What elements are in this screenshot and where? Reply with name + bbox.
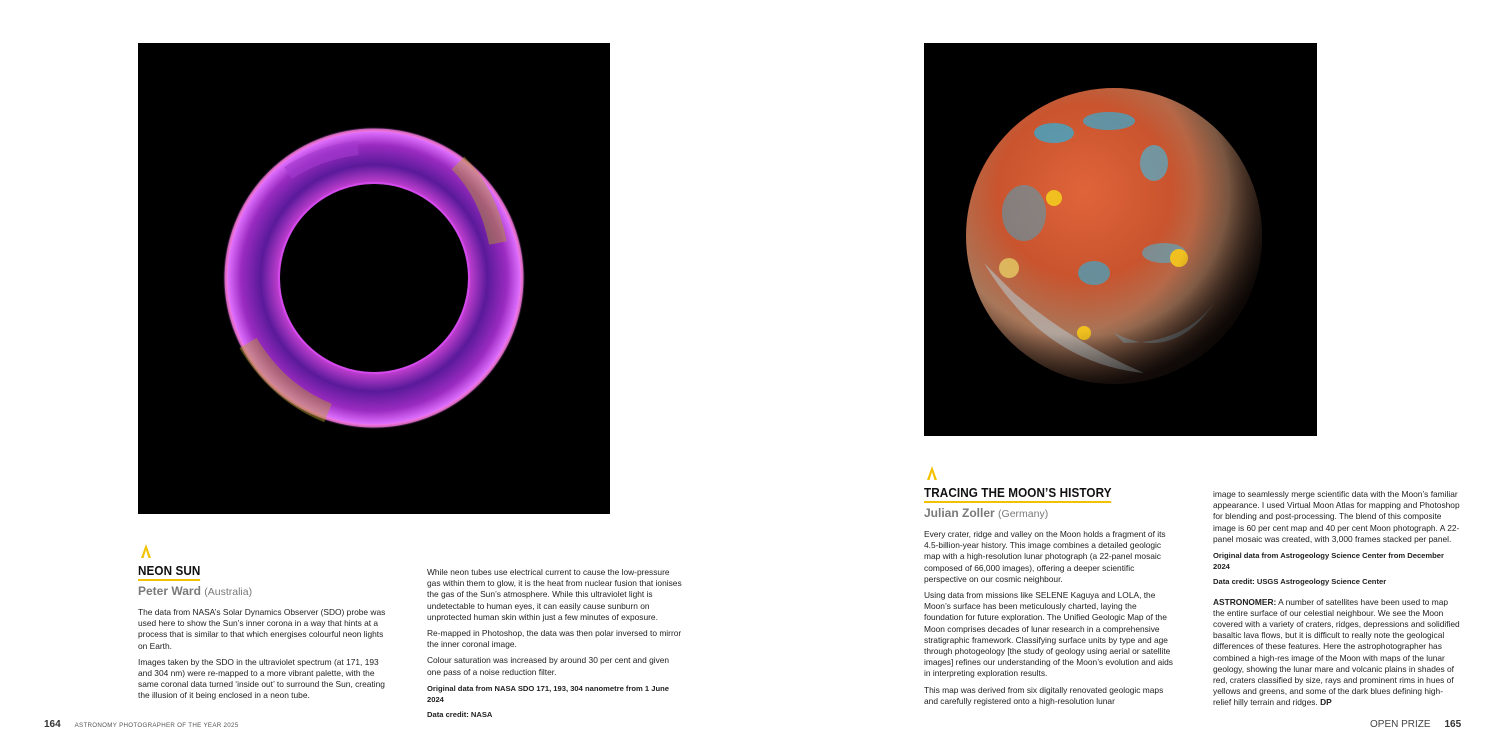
astronomer-initials: DP [1320,697,1332,708]
award-logo-icon [140,544,152,558]
geologic-moon-image [924,43,1317,436]
paragraph: Every crater, ridge and valley on the Moon holds a fragment of its 4.5-billion-year history. This image combines a detailed geologic map with a high-resolution lunar photograph (a 22-panel mosaic composed of 66,000 images), offering a deeper scientific perspective on our cosmic neighbour. [924,529,1166,584]
right-page [750,0,1500,750]
award-logo-icon [926,466,938,480]
author-country: (Australia) [204,586,253,598]
paragraph: image to seamlessly merge scientific data with the Moon’s familiar appearance. I used Virtual Moon Atlas for mapping and Photoshop for blending and post-processing. The blend of this composite image is 60 per cent map and 40 per cent Moon photograph. A 22-panel mosaic was created, with 3,000 frames stacked per panel. [1213,489,1460,544]
page-number: 164 [44,719,61,730]
body-column-2 [1213,489,1461,714]
left-folio [44,719,239,730]
body-column-2 [427,567,682,724]
article-title: TRACING THE MOON’S HISTORY [924,485,1112,503]
paragraph: While neon tubes use electrical current to cause the low-pressure gas within them to glow, it is the heat from nuclear fusion that ionises the gas of the Sun’s atmosphere. While this ultraviolet light is undetectable to human eyes, it can easily cause sunburn on unprotected human skin within just a few minutes of exposure. [427,567,682,622]
running-head: ASTRONOMY PHOTOGRAPHER OF THE YEAR 2025 [74,722,239,729]
author-name: Peter Ward [138,584,201,598]
data-credit: Data credit: USGS Astrogeology Science Center [1213,577,1387,587]
paragraph: Using data from missions like SELENE Kaguya and LOLA, the Moon’s surface has been meticulously charted, laying the foundation for future exploration. The Unified Geologic Map of the Moon comprises decades of lunar research in a comprehensive stratigraphic framework. Classifying surface units by type and age through photogeology [the study of geology using aerial or satellite images] refines our understanding of the Moon’s evolution and aids in interpreting exploration results. [924,590,1173,679]
body-column-1 [924,529,1174,712]
author-line [138,584,252,598]
data-source-credit: Original data from Astrogeology Science Center from December 2024 [1213,551,1444,572]
article-title: NEON SUN [138,563,200,581]
page-number: 165 [1444,719,1462,730]
data-credit: Data credit: NASA [427,710,493,720]
paragraph: Images taken by the SDO in the ultraviolet spectrum (at 171, 193 and 304 nm) were re-mapped to a more vibrant palette, with the same coronal data turned ‘inside out’ to surround the Sun, creating the illusion of it being enclosed in a neon tube. [138,656,385,701]
author-country: (Germany) [998,508,1049,520]
astronomer-commentary [1213,597,1461,709]
running-head: OPEN PRIZE [1370,719,1431,730]
astronomer-label: ASTRONOMER: [1213,596,1277,607]
author-name: Julian Zoller [924,506,995,520]
data-source-credit: Original data from NASA SDO 171, 193, 304 nanometre from 1 June 2024 [427,683,669,705]
astronomer-text: A number of satellites have been used to map the entire surface of our celestial neighbour. We see the Moon covered with a variety of craters, ridges, depressions and solidified basaltic lava flows, but it is difficult to really note the geological differences of these features. Here the astrophotographer has combined a high-res image of the Moon with maps of the lunar geology, showing the lunar mare and volcanic plains in shades of red, craters classified by size, rays and prominent rims in hues of yellows and greens, and some of the dark blues defining high-relief hilly terrain and ridges. [1213,596,1460,708]
paragraph: Colour saturation was increased by around 30 per cent and given one pass of a noise reduction filter. [427,655,670,677]
paragraph: This map was derived from six digitally renovated geologic maps and carefully registered onto a high-resolution lunar [924,684,1164,706]
author-line [924,506,1048,520]
body-column-1 [138,607,390,707]
right-folio [1370,719,1461,730]
neon-sun-photo [138,43,610,514]
paragraph: The data from NASA’s Solar Dynamics Observer (SDO) probe was used here to show the Sun’s inner corona in a way that hints at a process that is similar to that which energises colourful neon lights on Earth. [138,607,386,651]
moon-geology-photo [924,43,1317,436]
neon-ring-image [138,43,610,514]
paragraph: Re-mapped in Photoshop, the data was then polar inversed to mirror the inner coronal image. [427,628,682,650]
